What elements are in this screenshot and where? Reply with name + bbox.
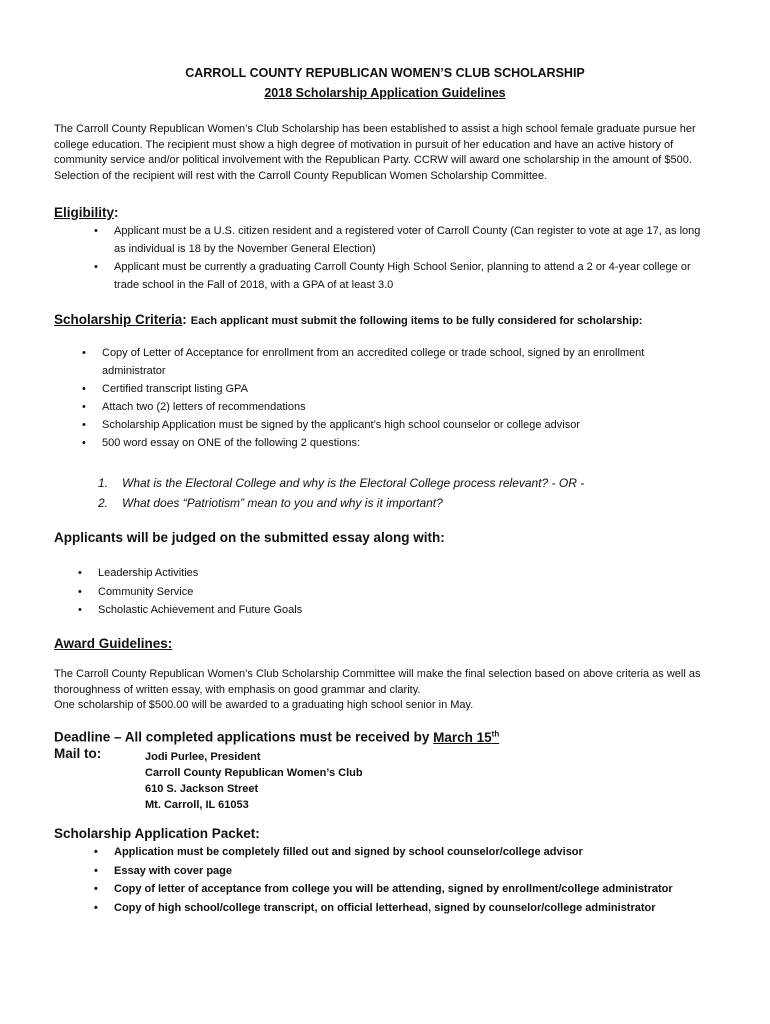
packet-heading: Scholarship Application Packet: (54, 826, 260, 841)
address-line: 610 S. Jackson Street (145, 783, 259, 795)
address-line: Carroll County Republican Women’s Club (145, 767, 363, 779)
deadline-date-text: March 15 (433, 729, 492, 745)
list-item: • Applicant must be currently a graduating Carroll County High School Senior, planning to attend a 2 or 4-year college or trade school in the Fall of 2018, with a GPA of at least 3.0 (90, 258, 710, 294)
award-line-2: One scholarship of $500.00 will be awarded to a graduating high school senior in May. (54, 699, 474, 711)
criteria-heading (54, 312, 642, 327)
list-item: • Scholarship Application must be signed by the applicant’s high school counselor or college advisor (78, 416, 710, 434)
list-item: • Leadership Activities (74, 564, 674, 583)
essay-questions (98, 473, 584, 513)
judged-list (74, 564, 674, 620)
award-line-1: The Carroll County Republican Women’s Club Scholarship Committee will make the final selection based on above criteria as well as thoroughness of written essay, with emphasis on good grammar and clarity. (54, 668, 701, 696)
criteria-heading-colon: : (182, 312, 187, 327)
criteria-subheading: Each applicant must submit the following items to be fully considered for scholarship: (190, 315, 643, 327)
packet-list (90, 843, 730, 917)
essay-question (98, 493, 584, 513)
deadline-line (54, 729, 499, 745)
deadline-date (433, 730, 499, 745)
list-item: • Copy of letter of acceptance from college you will be attending, signed by enrollment/college administrator (90, 880, 730, 899)
criteria-heading-text: Scholarship Criteria (54, 312, 183, 327)
list-item: • Copy of Letter of Acceptance for enrollment from an accredited college or trade school, signed by an enrollment administrator (78, 344, 710, 380)
document-title: CARROLL COUNTY REPUBLICAN WOMEN’S CLUB SCHOLARSHIP (185, 66, 585, 80)
eligibility-list (90, 222, 710, 294)
eligibility-heading-text: Eligibility (54, 205, 115, 220)
essay-question (98, 473, 584, 493)
question-number: 1. (98, 476, 109, 490)
deadline-date-suffix: th (491, 729, 500, 738)
list-item: • Application must be completely filled out and signed by school counselor/college advisor (90, 843, 730, 862)
list-item: • Copy of high school/college transcript, on official letterhead, signed by counselor/college administrator (90, 899, 730, 918)
deadline-text: Deadline – All completed applications must be received by (54, 729, 434, 745)
list-item: • Essay with cover page (90, 862, 730, 881)
list-item: • Certified transcript listing GPA (78, 380, 710, 398)
address-line: Mt. Carroll, IL 61053 (145, 799, 249, 811)
list-item: • Scholastic Achievement and Future Goals (74, 601, 674, 620)
eligibility-heading (54, 205, 119, 220)
document-subtitle: 2018 Scholarship Application Guidelines (264, 86, 506, 100)
list-item: • Attach two (2) letters of recommendations (78, 398, 710, 416)
judged-heading: Applicants will be judged on the submitted essay along with: (54, 530, 445, 545)
intro-paragraph: The Carroll County Republican Women’s Club Scholarship has been established to assist a high school female graduate pursue her college education. The recipient must show a high degree of motivation in pursuit of her education and have an active history of community service and/or political involvement with the Republican Party. CCRW will award one scholarship in the amount of $500. Selection of the recipient will rest with the Carroll County Republican Women Scholarship Committee. (54, 123, 696, 182)
question-text: What is the Electoral College and why is the Electoral College process relevant? - OR - (122, 476, 585, 490)
mailing-address (145, 749, 363, 813)
list-item: • Community Service (74, 583, 674, 602)
criteria-list (78, 344, 710, 452)
list-item: • Applicant must be a U.S. citizen resident and a registered voter of Carroll County (Can register to vote at age 17, as long as individual is 18 by the November General Election) (90, 222, 710, 258)
mail-to-label: Mail to: (54, 746, 102, 761)
eligibility-heading-colon: : (114, 205, 119, 220)
address-line: Jodi Purlee, President (145, 751, 261, 763)
question-text: What does “Patriotism” mean to you and why is it important? (122, 496, 443, 510)
award-paragraph (54, 667, 724, 714)
list-item: • 500 word essay on ONE of the following 2 questions: (78, 434, 710, 452)
question-number: 2. (98, 496, 109, 510)
award-heading: Award Guidelines: (54, 636, 173, 651)
